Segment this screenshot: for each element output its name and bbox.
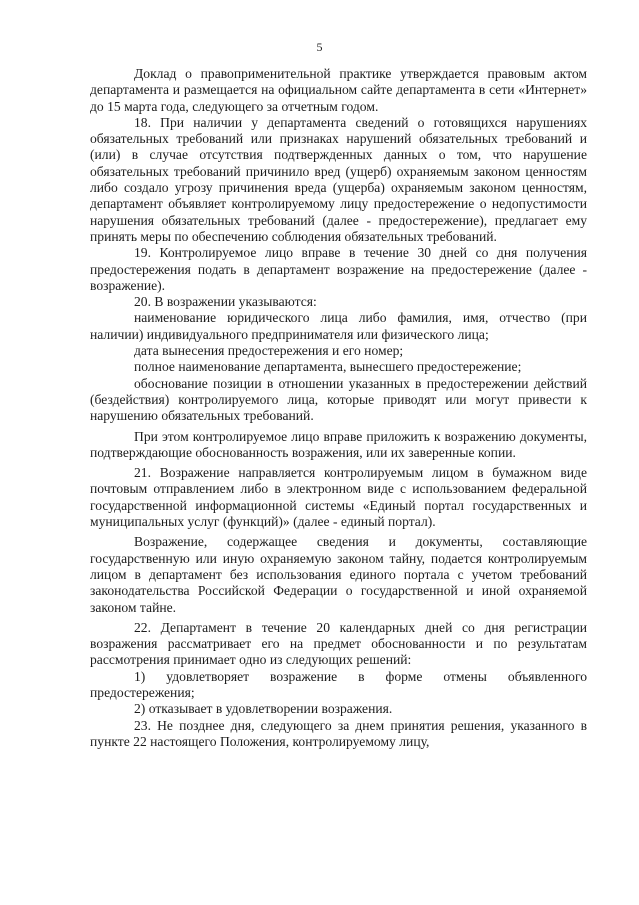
paragraph: 21. Возражение направляется контролируемым лицом в бумажном виде почтовым отправлением либо в электронном виде с использованием федеральной государственной информационной системы «Единый портал государственных и муниципальных услуг (функций)» (далее - единый портал). xyxy=(90,465,587,530)
paragraph: 20. В возражении указываются: xyxy=(134,294,317,310)
paragraph: 1) удовлетворяет возражение в форме отмены объявленного предостережения; xyxy=(90,668,587,700)
paragraph: Доклад о правоприменительной практике утверждается правовым актом департамента и размещается на официальном сайте департамента в сети «Интернет» до 15 марта года, следующего за отчетным годом. xyxy=(90,66,587,114)
paragraph: 23. Не позднее дня, следующего за днем принятия решения, указанного в пункте 22 настоящего Положения, контролируемому лицу, xyxy=(90,717,587,749)
paragraph: дата вынесения предостережения и его номер; xyxy=(134,343,404,359)
paragraph: обоснование позиции в отношении указанных в предостережении действий (бездействия) контролируемого лица, которые приводят или могут привести к нарушению обязательных требований. xyxy=(90,375,587,424)
paragraph: наименование юридического лица либо фамилия, имя, отчество (при наличии) индивидуального предпринимателя или физического лица; xyxy=(90,310,587,342)
document-body xyxy=(90,66,587,750)
page-number: 5 xyxy=(316,40,323,54)
paragraph: 19. Контролируемое лицо вправе в течение 30 дней со дня получения предостережения подать в департамент возражение на предостережение (далее - возражение). xyxy=(90,245,587,293)
paragraph: 18. При наличии у департамента сведений о готовящихся нарушениях обязательных требований или признаках нарушений обязательных требований и (или) в случае отсутствия подтвержденных данных о том, что нарушение обязательных требований причинило вред (ущерб) охраняемым законом ценностям либо создало угрозу причинения вреда (ущерба) охраняемым законом ценностям, департамент объявляет контролируемому лицу предостережение о недопустимости нарушения обязательных требований (далее - предостережение), предлагает ему принять меры по обеспечению соблюдения обязательных требований. xyxy=(90,114,587,244)
paragraph: 2) отказывает в удовлетворении возражения. xyxy=(134,701,393,717)
paragraph: 22. Департамент в течение 20 календарных дней со дня регистрации возражения рассматривает его на предмет обоснованности и по результатам рассмотрения принимает одно из следующих решений: xyxy=(90,619,587,668)
paragraph: полное наименование департамента, вынесшего предостережение; xyxy=(134,359,522,375)
paragraph: Возражение, содержащее сведения и документы, составляющие государственную или иную охраняемую законом тайну, подается контролируемым лицом в департамент без использования единого портала с учетом требований законодательства Российской Федерации о государственной и иной охраняемой законом тайне. xyxy=(90,534,587,615)
paragraph: При этом контролируемое лицо вправе приложить к возражению документы, подтверждающие обоснованность возражения, или их заверенные копии. xyxy=(90,428,587,460)
